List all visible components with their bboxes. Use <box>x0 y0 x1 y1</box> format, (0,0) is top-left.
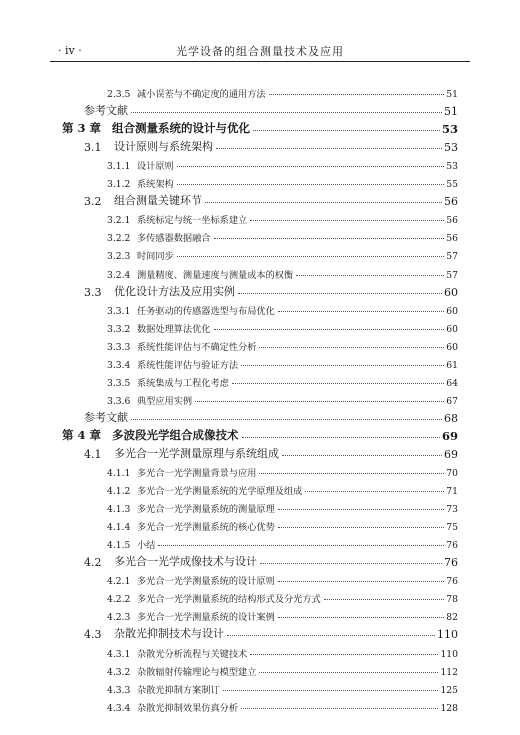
toc-entry-title: 多光合一光学测量系统的设计案例 <box>137 612 275 624</box>
toc-entry-number: 4.1.5 <box>107 540 131 552</box>
toc-entry-number: 4.2 <box>84 556 102 570</box>
toc-entry-number: 4.3.2 <box>107 666 131 678</box>
toc-entry-title: 多光合一光学测量系统的测量原理 <box>137 504 275 516</box>
toc-entry[interactable] <box>62 479 458 497</box>
toc-entry-number: 4.1.4 <box>107 522 131 534</box>
toc-entry-title: 设计原则 <box>137 161 174 173</box>
toc-entry-page: 60 <box>446 323 458 335</box>
toc-entry[interactable] <box>62 660 458 678</box>
table-of-contents <box>62 82 458 714</box>
toc-entry-number: 4.3 <box>84 628 102 642</box>
toc-entry-number: 3.1.2 <box>107 179 131 191</box>
toc-entry-title: 参考文献 <box>84 104 128 118</box>
toc-entry-page: 76 <box>444 556 458 570</box>
dot-leader <box>242 437 440 438</box>
toc-entry-page: 73 <box>446 504 458 516</box>
toc-entry-number: 3.3.1 <box>107 305 131 317</box>
running-header <box>50 41 470 62</box>
toc-entry[interactable] <box>62 82 458 100</box>
toc-entry-number: 4.2.3 <box>107 612 131 624</box>
toc-entry-number: 3.1.1 <box>107 161 131 173</box>
dot-leader <box>214 329 445 330</box>
dot-leader <box>223 690 439 691</box>
toc-entry[interactable] <box>62 190 458 208</box>
toc-entry-number: 3.2.3 <box>107 251 131 263</box>
dot-leader <box>278 509 444 510</box>
toc-entry-page: 57 <box>446 251 458 263</box>
toc-entry-page: 76 <box>446 540 458 552</box>
toc-entry-title: 多光合一光学测量原理与系统组成 <box>114 446 279 460</box>
toc-entry-title: 多波段光学组合成像技术 <box>112 427 239 442</box>
toc-entry-page: 71 <box>446 486 458 498</box>
toc-entry-page: 125 <box>440 684 458 696</box>
toc-entry-number: 第 3 章 <box>62 121 102 136</box>
toc-entry-page: 67 <box>446 395 458 407</box>
dot-leader <box>214 238 445 239</box>
toc-entry-title: 组合测量关键环节 <box>114 194 202 208</box>
toc-entry[interactable] <box>62 172 458 190</box>
toc-entry[interactable] <box>62 587 458 605</box>
dot-leader <box>177 184 445 185</box>
toc-entry-title: 多光合一光学测量系统的核心优势 <box>137 522 275 534</box>
toc-entry-page: 53 <box>446 161 458 173</box>
toc-entry[interactable] <box>62 551 458 569</box>
dot-leader <box>241 365 444 366</box>
toc-entry-title: 优化设计方法及应用实例 <box>114 284 235 298</box>
toc-entry[interactable] <box>62 533 458 551</box>
toc-entry-page: 53 <box>441 122 458 137</box>
toc-entry-number: 3.3.5 <box>107 377 131 389</box>
dot-leader <box>250 654 438 655</box>
toc-entry-page: 56 <box>444 195 458 209</box>
toc-entry-title: 系统性能评估与验证方法 <box>137 359 239 371</box>
toc-entry-page: 82 <box>446 612 458 624</box>
toc-entry[interactable] <box>62 136 458 154</box>
toc-entry-title: 杂散光分析流程与关键技术 <box>137 648 248 660</box>
toc-entry[interactable] <box>62 299 458 317</box>
toc-entry-page: 51 <box>444 105 458 119</box>
toc-entry[interactable] <box>62 641 458 659</box>
toc-entry-page: 64 <box>446 377 458 389</box>
dot-leader <box>238 293 442 294</box>
toc-entry-number: 4.1.3 <box>107 504 131 516</box>
dot-leader <box>227 635 435 636</box>
toc-entry[interactable] <box>62 497 458 515</box>
toc-entry-number: 2.3.5 <box>107 89 131 101</box>
toc-entry-page: 53 <box>444 141 458 155</box>
dot-leader <box>177 166 445 167</box>
toc-entry[interactable] <box>62 515 458 533</box>
toc-entry[interactable] <box>62 335 458 353</box>
dot-leader <box>232 383 444 384</box>
toc-entry-title: 杂散辐射传输理论与模型建立 <box>137 666 257 678</box>
dot-leader <box>216 148 442 149</box>
toc-entry-title: 多传感器数据融合 <box>137 233 211 245</box>
dot-leader <box>177 256 445 257</box>
toc-entry-page: 110 <box>440 648 458 660</box>
toc-entry-page: 75 <box>446 522 458 534</box>
dot-leader <box>259 473 444 474</box>
toc-entry-number: 3.2 <box>84 195 102 209</box>
toc-entry-page: 78 <box>446 594 458 606</box>
toc-entry[interactable] <box>62 425 458 443</box>
dot-leader <box>305 491 444 492</box>
toc-entry-title: 数据处理算法优化 <box>137 323 211 335</box>
toc-entry[interactable] <box>62 443 458 461</box>
dot-leader <box>241 708 438 709</box>
toc-entry-number: 3.3.6 <box>107 395 131 407</box>
toc-entry-title: 杂散光抑制效果仿真分析 <box>137 702 239 714</box>
toc-entry-number: 3.3.4 <box>107 359 131 371</box>
toc-entry-title: 多光合一光学测量背景与应用 <box>137 468 257 480</box>
toc-entry[interactable] <box>62 118 458 136</box>
toc-entry-title: 多光合一光学成像技术与设计 <box>114 555 257 569</box>
toc-entry-title: 测量精度、测量速度与测量成本的权衡 <box>137 269 294 281</box>
dot-leader <box>278 527 444 528</box>
toc-entry[interactable] <box>62 281 458 299</box>
dot-leader <box>158 545 444 546</box>
toc-entry-page: 68 <box>444 411 458 425</box>
toc-entry-title: 小结 <box>137 540 156 552</box>
toc-entry-page: 70 <box>446 468 458 480</box>
toc-entry-number: 3.1 <box>84 141 102 155</box>
toc-entry-number: 4.3.3 <box>107 684 131 696</box>
toc-entry-number: 4.1.2 <box>107 486 131 498</box>
toc-entry-title: 参考文献 <box>84 410 128 424</box>
dot-leader <box>269 94 445 95</box>
dot-leader <box>131 112 442 113</box>
toc-entry-number: 3.3.2 <box>107 323 131 335</box>
toc-entry[interactable] <box>62 371 458 389</box>
toc-entry[interactable] <box>62 226 458 244</box>
toc-entry[interactable] <box>62 353 458 371</box>
toc-entry-number: 第 4 章 <box>62 427 102 442</box>
dot-leader <box>259 347 444 348</box>
dot-leader <box>296 275 444 276</box>
toc-entry[interactable] <box>62 407 458 425</box>
toc-entry[interactable] <box>62 100 458 118</box>
toc-entry-page: 128 <box>440 702 458 714</box>
toc-entry-page: 69 <box>444 447 458 461</box>
dot-leader <box>195 401 444 402</box>
dot-leader <box>253 130 440 131</box>
toc-entry-page: 69 <box>441 428 458 443</box>
toc-entry-number: 3.2.2 <box>107 233 131 245</box>
toc-entry-number: 4.1.1 <box>107 468 131 480</box>
toc-entry-title: 系统集成与工程化考虑 <box>137 377 229 389</box>
dot-leader <box>250 220 444 221</box>
toc-entry[interactable] <box>62 623 458 641</box>
toc-entry-title: 时间同步 <box>137 251 174 263</box>
page-number: · iv · <box>58 44 82 57</box>
dot-leader <box>282 455 442 456</box>
toc-entry[interactable] <box>62 317 458 335</box>
toc-entry[interactable] <box>62 696 458 714</box>
dot-leader <box>278 311 444 312</box>
toc-entry-page: 60 <box>446 305 458 317</box>
toc-entry-title: 多光合一光学测量系统的设计原则 <box>137 576 275 588</box>
toc-entry-number: 3.3.3 <box>107 341 131 353</box>
dot-leader <box>324 599 445 600</box>
toc-entry-title: 系统标定与统一坐标系建立 <box>137 215 248 227</box>
toc-entry-number: 3.2.1 <box>107 215 131 227</box>
dot-leader <box>260 563 442 564</box>
running-title: 光学设备的组合测量技术及应用 <box>176 45 344 58</box>
toc-entry-page: 55 <box>446 179 458 191</box>
toc-entry-page: 60 <box>444 285 458 299</box>
toc-entry-title: 典型应用实例 <box>137 395 193 407</box>
toc-entry-number: 4.2.1 <box>107 576 131 588</box>
toc-entry-title: 系统架构 <box>137 179 174 191</box>
toc-entry-number: 4.3.1 <box>107 648 131 660</box>
toc-entry[interactable] <box>62 605 458 623</box>
dot-leader <box>259 672 438 673</box>
dot-leader <box>278 617 444 618</box>
toc-entry-title: 多光合一光学测量系统的光学原理及组成 <box>137 486 303 498</box>
toc-entry-number: 3.2.4 <box>107 269 131 281</box>
dot-leader <box>278 581 444 582</box>
dot-leader <box>205 202 442 203</box>
toc-entry-number: 3.3 <box>84 285 102 299</box>
toc-entry[interactable] <box>62 262 458 280</box>
toc-entry[interactable] <box>62 208 458 226</box>
toc-entry[interactable] <box>62 154 458 172</box>
toc-entry-title: 设计原则与系统架构 <box>114 140 213 154</box>
toc-entry[interactable] <box>62 678 458 696</box>
toc-entry-number: 4.2.2 <box>107 594 131 606</box>
dot-leader <box>131 419 442 420</box>
toc-entry-page: 57 <box>446 269 458 281</box>
toc-entry-page: 110 <box>437 628 458 642</box>
toc-entry-number: 4.1 <box>84 447 102 461</box>
toc-entry-page: 51 <box>446 89 458 101</box>
toc-entry-title: 杂散光抑制方案制订 <box>137 684 220 696</box>
toc-entry[interactable] <box>62 389 458 407</box>
toc-entry-number: 4.3.4 <box>107 702 131 714</box>
toc-entry-page: 56 <box>446 233 458 245</box>
toc-entry-title: 组合测量系统的设计与优化 <box>112 121 250 136</box>
toc-entry-title: 减小误差与不确定度的通用方法 <box>137 89 266 101</box>
toc-entry-page: 76 <box>446 576 458 588</box>
toc-entry-title: 系统性能评估与不确定性分析 <box>137 341 257 353</box>
toc-entry[interactable] <box>62 461 458 479</box>
toc-entry[interactable] <box>62 569 458 587</box>
toc-entry-title: 多光合一光学测量系统的结构形式及分光方式 <box>137 594 321 606</box>
toc-entry-page: 61 <box>446 359 458 371</box>
toc-entry-title: 杂散光抑制技术与设计 <box>114 627 224 641</box>
toc-entry-page: 112 <box>440 666 458 678</box>
toc-entry-page: 60 <box>446 341 458 353</box>
toc-entry-page: 56 <box>446 215 458 227</box>
toc-entry[interactable] <box>62 244 458 262</box>
toc-entry-title: 任务驱动的传感器选型与布局优化 <box>137 305 275 317</box>
